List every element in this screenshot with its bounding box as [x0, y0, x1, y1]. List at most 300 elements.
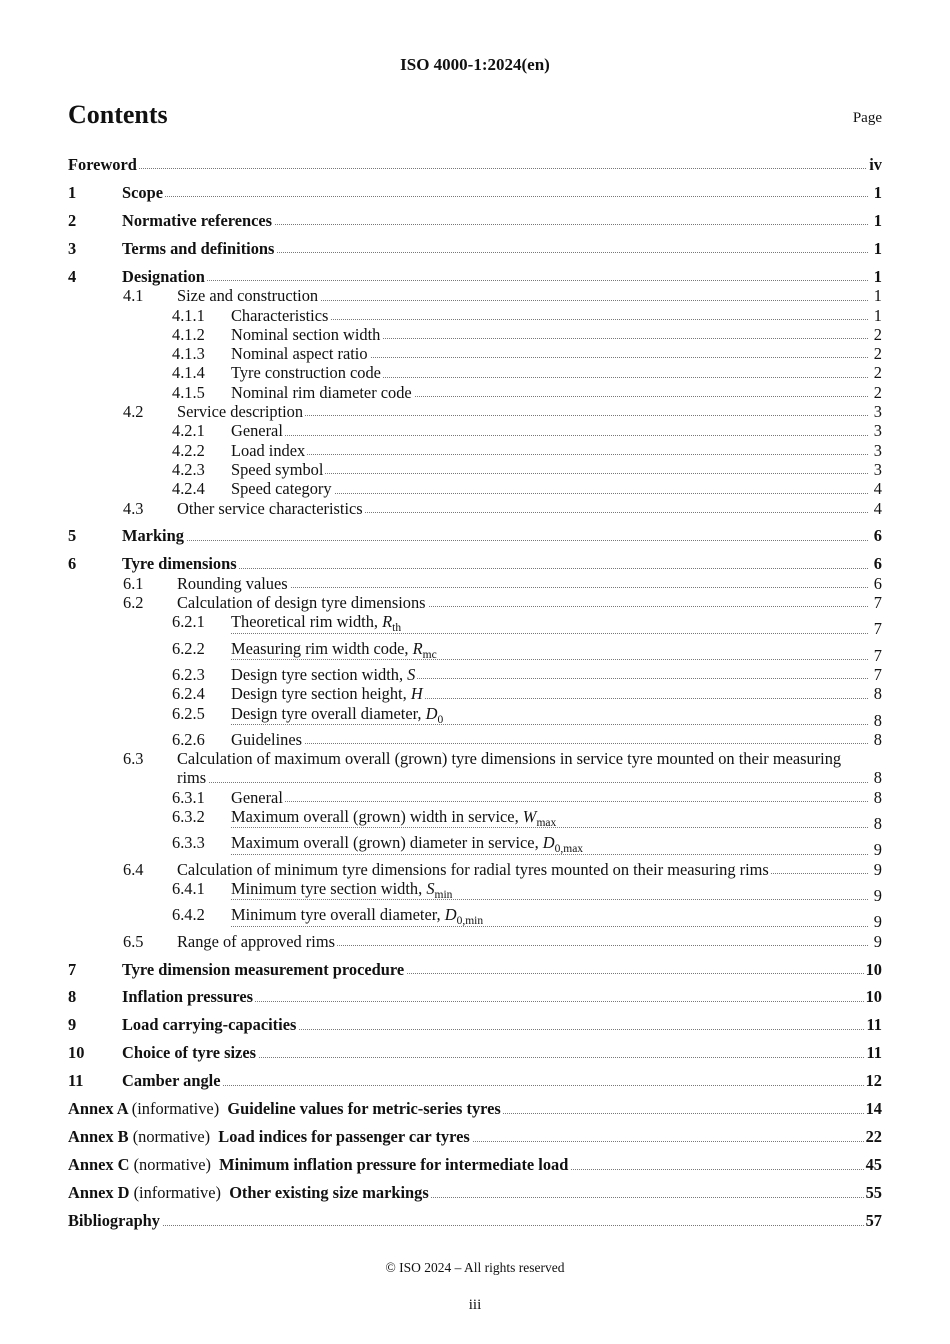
toc-entry-title[interactable]	[231, 612, 403, 635]
title-text: Design tyre section height,	[231, 684, 411, 704]
math-subscript: th	[392, 622, 402, 635]
page-number: 3	[873, 459, 882, 479]
title-text: Guideline values for metric-series tyres	[227, 1099, 501, 1119]
dot-leader	[122, 280, 868, 281]
math-subscript: 0,min	[456, 915, 484, 928]
dot-leader	[122, 1085, 868, 1086]
toc-entry-title[interactable]	[231, 703, 445, 726]
section-number: 6.3.2	[172, 807, 205, 827]
section-number: 4.2.3	[172, 459, 205, 479]
toc-entry-body	[231, 612, 882, 638]
section-number: 3	[68, 238, 77, 258]
title-text: Minimum tyre section width,	[231, 878, 427, 898]
title-text: Calculation of design tyre dimensions	[177, 593, 426, 613]
toc-entry[interactable]	[68, 1211, 882, 1230]
toc-entry[interactable]	[68, 788, 882, 807]
title-text: Theoretical rim width,	[231, 612, 383, 632]
toc-entry-body	[122, 239, 882, 258]
page-number: 10	[865, 959, 882, 979]
math-symbol: D	[542, 833, 555, 853]
toc-entry-title[interactable]	[231, 441, 307, 460]
title-text: Other existing size markings	[229, 1183, 429, 1203]
section-number: 6.3.3	[172, 833, 205, 853]
annex-kind: (normative)	[133, 1155, 211, 1175]
toc-entry-body	[231, 833, 882, 859]
annex-label: Annex B	[68, 1127, 129, 1147]
page-number: 8	[873, 768, 882, 788]
toc-entry-body	[122, 1071, 882, 1090]
toc-entry-title[interactable]	[68, 1099, 503, 1118]
toc-entry-body	[122, 960, 882, 979]
toc-entry[interactable]	[68, 239, 882, 258]
toc-entry-title[interactable]	[231, 460, 325, 479]
toc-entry[interactable]	[68, 554, 882, 573]
title-text: Tyre construction code	[231, 363, 381, 383]
toc-entry-title[interactable]	[177, 499, 365, 518]
toc-entry-body	[231, 421, 882, 440]
page-number: 2	[873, 363, 882, 383]
page-number: 4	[873, 479, 882, 499]
annex-kind: (informative)	[133, 1183, 221, 1203]
math-symbol: R	[382, 612, 393, 632]
toc-entry[interactable]	[68, 574, 882, 593]
math-subscript: max	[536, 817, 557, 830]
math-subscript: min	[434, 888, 453, 901]
section-number: 4.2	[123, 402, 144, 422]
math-subscript: 0,max	[554, 843, 584, 856]
section-number: 4.1.3	[172, 344, 205, 364]
dot-leader	[231, 633, 868, 634]
page-number: 7	[873, 645, 882, 665]
toc-entry[interactable]	[68, 460, 882, 479]
toc-entry[interactable]	[68, 211, 882, 230]
page-number: 1	[873, 210, 882, 230]
toc-entry-title[interactable]	[68, 1127, 472, 1146]
toc-entry-body	[231, 879, 882, 905]
page-number: 9	[873, 840, 882, 860]
page-number: 1	[873, 305, 882, 325]
title-text: Maximum overall (grown) width in service,	[231, 807, 523, 827]
page-number: 4	[873, 498, 882, 518]
toc-entry[interactable]	[68, 526, 882, 545]
page-number: 3	[873, 402, 882, 422]
section-number: 2	[68, 210, 77, 230]
page-number: 8	[873, 684, 882, 704]
toc-entry-title[interactable]	[122, 526, 186, 545]
title-text: Choice of tyre sizes	[122, 1043, 256, 1063]
math-symbol: S	[426, 878, 435, 898]
toc-entry-body	[177, 499, 882, 518]
title-text: Camber angle	[122, 1071, 221, 1091]
toc-entry-body	[68, 1155, 882, 1174]
toc-entry-body	[231, 639, 882, 665]
toc-entry[interactable]	[68, 1183, 882, 1202]
page-number: 9	[873, 859, 882, 879]
toc-entry-body	[231, 460, 882, 479]
page-number: 14	[865, 1099, 882, 1119]
toc-entry-body	[177, 749, 882, 788]
section-number: 10	[68, 1043, 85, 1063]
toc-entry[interactable]	[68, 905, 882, 931]
math-symbol: H	[410, 684, 423, 704]
page-number: 12	[865, 1071, 882, 1091]
section-number: 6.2.4	[172, 684, 205, 704]
dot-leader	[122, 196, 868, 197]
toc-entry-title[interactable]	[68, 1183, 431, 1202]
toc-entry-title[interactable]	[68, 155, 139, 174]
section-number: 6.2	[123, 593, 144, 613]
page-number: 2	[873, 324, 882, 344]
dot-leader	[231, 854, 868, 855]
toc-entry-title[interactable]	[231, 878, 454, 901]
toc-entry[interactable]	[68, 499, 882, 518]
toc-entry-title[interactable]	[231, 684, 425, 703]
section-number: 4	[68, 266, 77, 286]
annex-kind: (normative)	[132, 1127, 211, 1147]
title-text: Nominal aspect ratio	[231, 344, 368, 364]
title-text: Bibliography	[68, 1211, 160, 1231]
section-number: 4.3	[123, 498, 144, 518]
toc-entry-body	[231, 344, 882, 363]
toc-entry[interactable]	[68, 441, 882, 460]
toc-entry-body	[231, 788, 882, 807]
toc-entry-title[interactable]	[231, 905, 485, 928]
title-text: Marking	[122, 526, 184, 546]
toc-entry[interactable]	[68, 932, 882, 951]
dot-leader	[68, 1225, 868, 1226]
toc-entry-title[interactable]	[122, 1015, 298, 1034]
toc-entry[interactable]	[68, 383, 882, 402]
copyright-footer: © ISO 2024 – All rights reserved	[385, 1260, 565, 1275]
toc-entry-title[interactable]	[231, 788, 285, 807]
title-text: Size and construction	[177, 286, 319, 306]
toc-entry[interactable]	[68, 960, 882, 979]
toc-entry-body	[231, 704, 882, 730]
section-number: 6.2.1	[172, 612, 205, 632]
section-number: 6.2.3	[172, 664, 205, 684]
toc-entry-body	[231, 905, 882, 931]
section-number: 6	[68, 554, 77, 574]
toc-entry-body	[68, 1183, 882, 1202]
page-title: Contents	[68, 100, 168, 129]
annex-label: Annex C	[68, 1155, 130, 1175]
page-number: 45	[865, 1155, 882, 1175]
toc-entry-title[interactable]	[177, 932, 337, 951]
page-number: 6	[873, 554, 882, 574]
toc-entry-body	[68, 1211, 882, 1230]
toc-entry-title[interactable]	[68, 1155, 570, 1174]
toc-entry-body	[177, 402, 882, 421]
toc-entry-title[interactable]	[122, 1071, 223, 1090]
page-number: 2	[873, 382, 882, 402]
toc-entry[interactable]	[68, 363, 882, 382]
section-number: 4.1.2	[172, 324, 205, 344]
toc-entry-body	[231, 684, 882, 703]
math-symbol: R	[412, 638, 423, 658]
title-text: Other service characteristics	[177, 498, 363, 518]
annex-label: Annex D	[68, 1183, 130, 1203]
math-symbol: D	[444, 905, 457, 925]
section-number: 6.3.1	[172, 787, 205, 807]
toc-entry[interactable]	[68, 593, 882, 612]
toc-entry[interactable]	[68, 1155, 882, 1174]
toc-entry[interactable]	[68, 704, 882, 730]
toc-entry-title[interactable]	[231, 730, 304, 749]
toc-entry-body	[122, 1043, 882, 1062]
dot-leader	[231, 899, 868, 900]
title-text: Range of approved rims	[177, 931, 335, 951]
page-number: 1	[873, 286, 882, 306]
section-number: 11	[68, 1071, 84, 1091]
title-text: Characteristics	[231, 305, 329, 325]
toc-entry-title[interactable]	[231, 665, 417, 684]
page-number: 7	[873, 664, 882, 684]
section-number: 6.2.6	[172, 729, 205, 749]
toc-entry-body	[231, 363, 882, 382]
toc-entry-body	[122, 183, 882, 202]
page-number: 6	[873, 526, 882, 546]
dot-leader	[177, 782, 868, 783]
section-number: 8	[68, 987, 77, 1007]
title-text: Load index	[231, 440, 306, 460]
page-number: 1	[873, 266, 882, 286]
toc-entry[interactable]	[68, 987, 882, 1006]
page-number: 57	[865, 1211, 882, 1231]
section-number: 4.1.1	[172, 305, 205, 325]
toc-entry-body	[177, 860, 882, 879]
title-text: Load carrying-capacities	[122, 1015, 297, 1035]
toc-entry-title[interactable]	[122, 239, 276, 258]
toc-entry-body	[231, 479, 882, 498]
page-number: 8	[873, 787, 882, 807]
page-number: 11	[866, 1015, 882, 1035]
toc-entry-body	[231, 441, 882, 460]
toc-entry-title[interactable]	[231, 833, 585, 856]
title-text: Normative references	[122, 210, 273, 230]
math-subscript: 0	[437, 713, 444, 726]
page-number: 9	[873, 885, 882, 905]
toc-entry-body	[231, 807, 882, 833]
page-number: 22	[865, 1127, 882, 1147]
toc-entry-title[interactable]	[231, 306, 330, 325]
toc-entry-title[interactable]	[231, 325, 382, 344]
toc-entry-title[interactable]	[231, 383, 414, 402]
page-number: 10	[865, 987, 882, 1007]
title-text: Terms and definitions	[122, 238, 275, 258]
table-of-contents	[68, 155, 882, 1231]
toc-entry-title[interactable]	[68, 1211, 162, 1230]
toc-entry[interactable]	[68, 1071, 882, 1090]
toc-entry[interactable]	[68, 155, 882, 174]
toc-entry-body	[68, 155, 882, 174]
toc-entry[interactable]	[68, 665, 882, 684]
toc-entry-body	[68, 1127, 882, 1146]
page-number: 1	[873, 238, 882, 258]
toc-entry-title[interactable]	[122, 554, 239, 573]
toc-entry[interactable]	[68, 730, 882, 749]
title-text: Scope	[122, 182, 163, 202]
toc-entry[interactable]	[68, 421, 882, 440]
section-number: 4.2.2	[172, 440, 205, 460]
toc-entry[interactable]	[68, 860, 882, 879]
title-text: Tyre dimensions	[122, 554, 237, 574]
title-text: Design tyre section width,	[231, 664, 408, 684]
toc-entry[interactable]	[68, 267, 882, 286]
toc-entry-body	[122, 1015, 882, 1034]
section-number: 1	[68, 182, 77, 202]
toc-entry[interactable]	[68, 344, 882, 363]
page-number: 8	[873, 814, 882, 834]
toc-entry-body	[231, 665, 882, 684]
dot-leader	[231, 659, 868, 660]
toc-entry-title[interactable]	[122, 211, 274, 230]
toc-entry-title[interactable]	[231, 807, 558, 830]
toc-entry[interactable]	[68, 833, 882, 859]
title-text: Minimum tyre overall diameter,	[231, 905, 445, 925]
toc-entry[interactable]	[68, 639, 882, 665]
page-number: 2	[873, 344, 882, 364]
page-number: 7	[873, 619, 882, 639]
toc-entry[interactable]	[68, 612, 882, 638]
dot-leader	[122, 540, 868, 541]
toc-entry-title[interactable]	[231, 638, 439, 661]
toc-entry[interactable]	[68, 1127, 882, 1146]
title-text: Speed category	[231, 479, 332, 499]
toc-entry-body	[231, 383, 882, 402]
page-number: iii	[468, 1297, 482, 1313]
title-text: Measuring rim width code,	[231, 638, 413, 658]
page-number: 9	[873, 931, 882, 951]
dot-leader	[231, 926, 868, 927]
toc-entry[interactable]	[68, 306, 882, 325]
section-number: 4.2.4	[172, 479, 205, 499]
section-number: 4.1.4	[172, 363, 205, 383]
toc-entry-title[interactable]	[231, 344, 370, 363]
toc-entry-title[interactable]	[122, 987, 255, 1006]
toc-entry-body	[122, 211, 882, 230]
toc-entry-title[interactable]	[122, 183, 165, 202]
toc-entry[interactable]	[68, 1043, 882, 1062]
title-text: Designation	[122, 266, 205, 286]
section-number: 6.4	[123, 859, 144, 879]
toc-entry-title[interactable]	[177, 574, 290, 593]
page-number: 6	[873, 573, 882, 593]
toc-entry[interactable]	[68, 1015, 882, 1034]
dot-leader	[231, 724, 868, 725]
toc-entry-body	[122, 526, 882, 545]
title-text: Rounding values	[177, 573, 288, 593]
dot-leader	[68, 168, 868, 169]
title-text: Inflation pressures	[122, 987, 253, 1007]
section-number: 6.2.5	[172, 703, 205, 723]
toc-entry-body	[177, 932, 882, 951]
title-text: Calculation of minimum tyre dimensions for radial tyres mounted on their measuring rims	[177, 859, 769, 879]
section-number: 4.1	[123, 286, 144, 306]
section-number: 6.3	[123, 749, 144, 769]
dot-leader	[231, 435, 868, 436]
title-text: Nominal section width	[231, 324, 381, 344]
toc-entry-body	[68, 1099, 882, 1118]
title-text: Calculation of maximum overall (grown) tyre dimensions in service tyre mounted on their measuring rims	[177, 749, 842, 788]
dot-leader	[231, 473, 868, 474]
title-text: Service description	[177, 402, 304, 422]
page-number: 3	[873, 421, 882, 441]
toc-entry[interactable]	[68, 684, 882, 703]
page-number: 1	[873, 182, 882, 202]
page-number: 11	[866, 1043, 882, 1063]
title-text: Maximum overall (grown) diameter in service,	[231, 833, 543, 853]
section-number: 7	[68, 959, 77, 979]
title-text: General	[231, 421, 283, 441]
page-number: 3	[873, 440, 882, 460]
toc-entry-body	[231, 325, 882, 344]
toc-entry[interactable]	[68, 325, 882, 344]
toc-entry-body	[122, 267, 882, 286]
section-number: 6.5	[123, 931, 144, 951]
section-number: 6.4.2	[172, 905, 205, 925]
title-text: General	[231, 787, 283, 807]
title-text: Design tyre overall diameter,	[231, 703, 426, 723]
section-number: 6.2.2	[172, 638, 205, 658]
title-text: Load indices for passenger car tyres	[218, 1127, 470, 1147]
toc-entry-body	[122, 987, 882, 1006]
toc-entry[interactable]	[68, 183, 882, 202]
toc-entry-title[interactable]	[231, 421, 285, 440]
toc-entry-title[interactable]	[177, 593, 428, 612]
section-number: 5	[68, 526, 77, 546]
toc-entry-body	[231, 306, 882, 325]
toc-entry[interactable]	[68, 402, 882, 421]
section-number: 4.2.1	[172, 421, 205, 441]
title-text: Speed symbol	[231, 459, 324, 479]
toc-entry-title[interactable]	[122, 267, 207, 286]
toc-entry[interactable]	[68, 749, 882, 788]
math-symbol: W	[522, 807, 537, 827]
toc-entry-title[interactable]	[122, 1043, 258, 1062]
dot-leader	[231, 743, 868, 744]
annex-kind: (informative)	[131, 1099, 220, 1119]
annex-label: Annex A	[68, 1099, 128, 1119]
document-id-header: ISO 4000-1:2024(en)	[400, 55, 550, 74]
toc-entry-body	[122, 554, 882, 573]
math-symbol: D	[425, 703, 438, 723]
dot-leader	[231, 801, 868, 802]
page-number: 8	[873, 710, 882, 730]
toc-entry-title[interactable]	[231, 479, 334, 498]
page-number: 9	[873, 912, 882, 932]
toc-entry[interactable]	[68, 1099, 882, 1118]
toc-entry-title[interactable]	[177, 402, 305, 421]
toc-entry-title[interactable]	[122, 960, 406, 979]
title-text: Minimum inflation pressure for intermediate load	[219, 1155, 569, 1175]
toc-entry[interactable]	[68, 479, 882, 498]
toc-entry-title[interactable]	[177, 286, 320, 305]
dot-leader	[231, 454, 868, 455]
toc-entry[interactable]	[68, 286, 882, 305]
section-number: 6.4.1	[172, 878, 205, 898]
section-number: 4.1.5	[172, 382, 205, 402]
page-number: 55	[865, 1183, 882, 1203]
page-number: 7	[873, 593, 882, 613]
title-text: Tyre dimension measurement procedure	[122, 959, 405, 979]
math-subscript: mc	[422, 648, 437, 661]
toc-entry-title[interactable]	[231, 363, 383, 382]
toc-entry-title[interactable]	[177, 860, 771, 879]
section-number: 9	[68, 1015, 77, 1035]
page-number: 8	[873, 729, 882, 749]
toc-entry[interactable]	[68, 807, 882, 833]
toc-entry[interactable]	[68, 879, 882, 905]
